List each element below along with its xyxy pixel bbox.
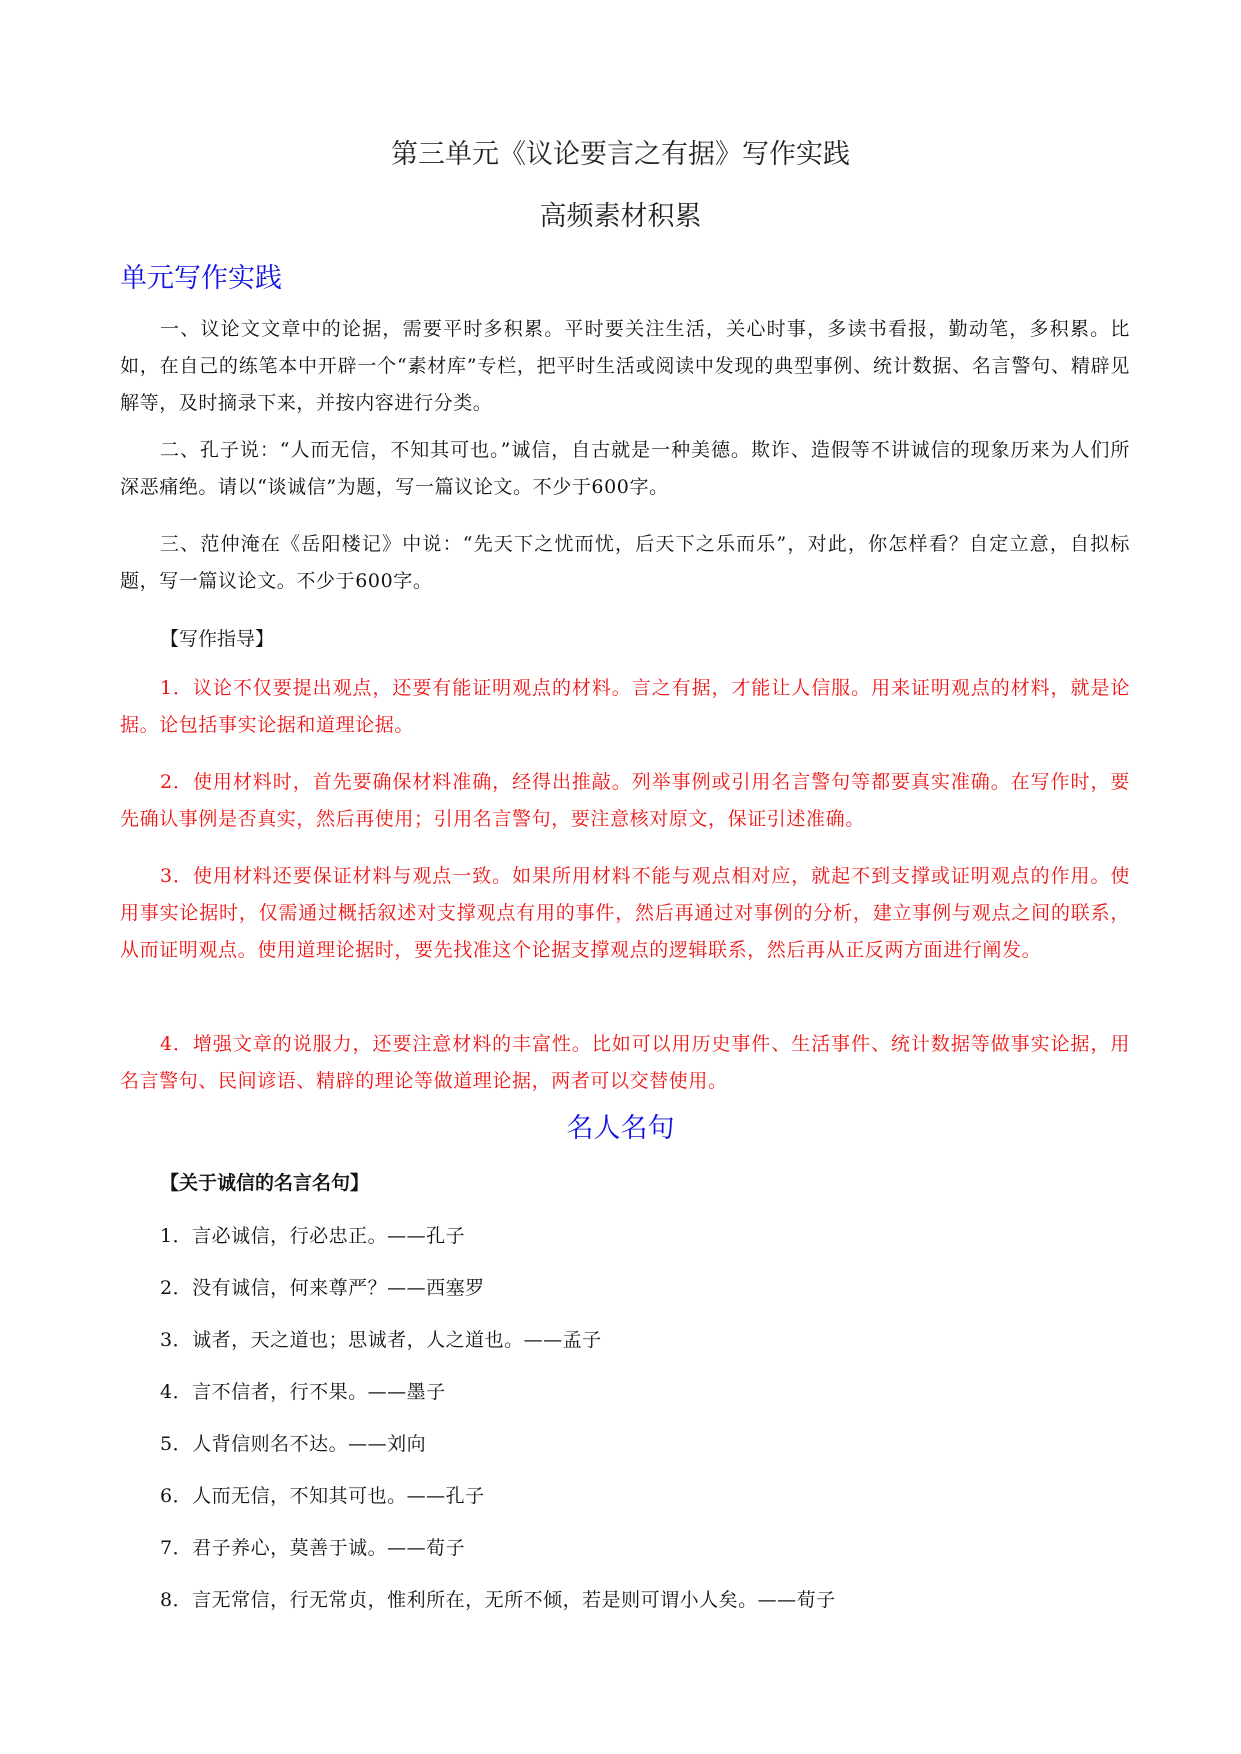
writing-guide-label: 【写作指导】 bbox=[160, 628, 275, 650]
guide-item-3: 3．使用材料还要保证材料与观点一致。如果所用材料不能与观点相对应，就起不到支撑或证明观点的作用。使用事实论据时，仅需通过概括叙述对支撑观点有用的事件，然后再通过对事例的分析，建立事例与观点之间的联系，从而证明观点。使用道理论据时，要先找准这个论据支撑观点的逻辑联系，然后再从正反两方面进行阐发。 bbox=[120, 865, 1130, 961]
quote-item: 7．君子养心，莫善于诚。——荀子 bbox=[160, 1537, 466, 1559]
quote-item: 8．言无常信，行无常贞，惟利所在，无所不倾，若是则可谓小人矣。——荀子 bbox=[160, 1589, 836, 1611]
quote-item: 5．人背信则名不达。——刘向 bbox=[160, 1433, 427, 1455]
page-subtitle: 高频素材积累 bbox=[539, 201, 702, 232]
quote-item: 3．诚者，天之道也；思诚者，人之道也。——孟子 bbox=[160, 1329, 602, 1351]
quote-item: 1．言必诚信，行必忠正。——孔子 bbox=[160, 1225, 466, 1247]
quote-item: 6．人而无信，不知其可也。——孔子 bbox=[160, 1485, 485, 1507]
quote-item: 2．没有诚信，何来尊严？——西塞罗 bbox=[160, 1277, 485, 1299]
quote-item: 4．言不信者，行不果。——墨子 bbox=[160, 1381, 446, 1403]
section-heading-writing-practice: 单元写作实践 bbox=[120, 263, 282, 294]
section-heading-famous-quotes: 名人名句 bbox=[566, 1113, 675, 1144]
guide-item-1: 1．议论不仅要提出观点，还要有能证明观点的材料。言之有据，才能让人信服。用来证明观点的材料，就是论据。论包括事实论据和道理论据。 bbox=[120, 677, 1130, 736]
task-paragraph-3: 三、范仲淹在《岳阳楼记》中说：“先天下之忧而忧，后天下之乐而乐”，对此，你怎样看？自定立意，自拟标题，写一篇议论文。不少于600字。 bbox=[120, 533, 1130, 592]
quotes-subheading: 【关于诚信的名言名句】 bbox=[160, 1172, 370, 1194]
guide-item-2: 2．使用材料时，首先要确保材料准确，经得出推敲。列举事例或引用名言警句等都要真实准确。在写作时，要先确认事例是否真实，然后再使用；引用名言警句，要注意核对原文，保证引述准确。 bbox=[120, 771, 1130, 830]
page-title: 第三单元《议论要言之有据》写作实践 bbox=[391, 139, 850, 170]
guide-item-4: 4．增强文章的说服力，还要注意材料的丰富性。比如可以用历史事件、生活事件、统计数据等做事实论据，用名言警句、民间谚语、精辟的理论等做道理论据，两者可以交替使用。 bbox=[120, 1033, 1130, 1092]
task-paragraph-1: 一、议论文文章中的论据，需要平时多积累。平时要关注生活，关心时事，多读书看报，勤动笔，多积累。比如，在自己的练笔本中开辟一个“素材库”专栏，把平时生活或阅读中发现的典型事例、统计数据、名言警句、精辟见解等，及时摘录下来，并按内容进行分类。 bbox=[120, 318, 1130, 414]
task-paragraph-2: 二、孔子说：“人而无信，不知其可也。”诚信，自古就是一种美德。欺诈、造假等不讲诚信的现象历来为人们所深恶痛绝。请以“谈诚信”为题，写一篇议论文。不少于600字。 bbox=[120, 439, 1130, 498]
